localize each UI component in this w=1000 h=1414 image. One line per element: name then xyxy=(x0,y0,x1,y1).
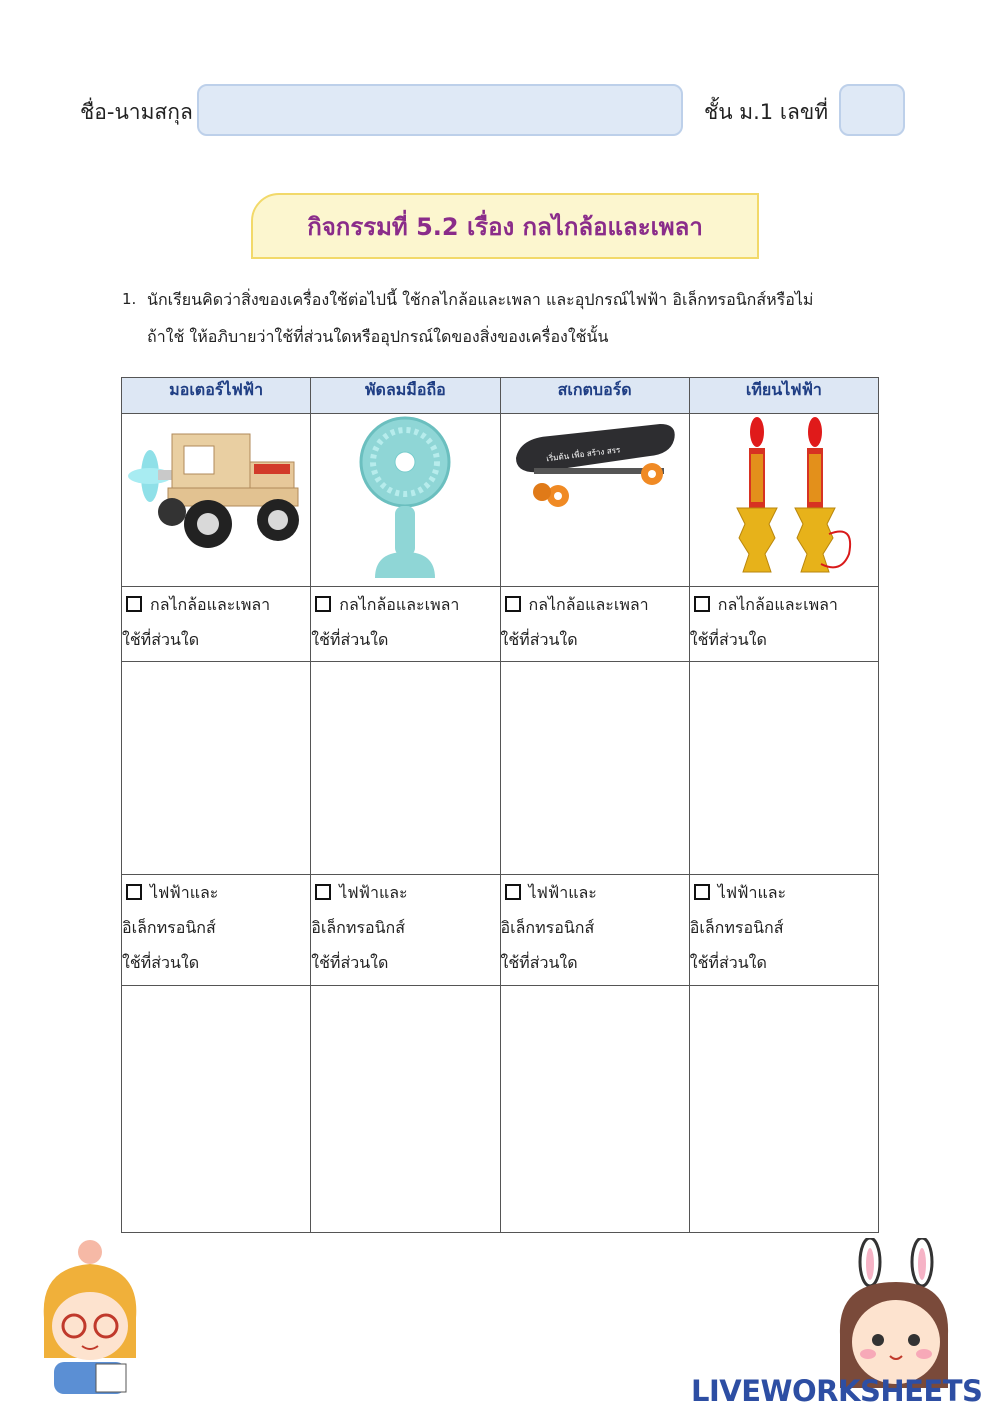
option-label: ไฟฟ้าและ xyxy=(717,883,787,902)
option-label: ไฟฟ้าและ xyxy=(150,883,219,902)
candle-electronics-answer[interactable] xyxy=(689,986,878,1233)
question-text-line1: นักเรียนคิดว่าสิ่งของเครื่องใช้ต่อไปนี้ ใช้กลไกล้อและเพลา และอุปกรณ์ไฟฟ้า อิเล็กทรอนิกส์หรือไม่ xyxy=(147,290,814,309)
option-sub: ใช้ที่ส่วนใด xyxy=(689,953,767,972)
student-number-input[interactable] xyxy=(839,84,905,136)
option-label: กลไกล้อและเพลา xyxy=(717,595,838,614)
name-label: ชื่อ-นามสกุล xyxy=(80,100,193,124)
activity-title: กิจกรรมที่ 5.2 เรื่อง กลไกล้อและเพลา xyxy=(307,212,703,241)
activity-title-box xyxy=(251,193,759,259)
activity-table xyxy=(121,377,879,1233)
motor-car-image xyxy=(122,414,311,587)
candle-wheel-axle-option xyxy=(689,587,878,662)
motor-electronics-answer[interactable] xyxy=(122,986,311,1233)
candle-electronics-checkbox[interactable] xyxy=(694,884,710,900)
skateboard-electronics-answer[interactable] xyxy=(500,986,689,1233)
option-sub: ใช้ที่ส่วนใด xyxy=(311,630,389,649)
fan-electronics-option xyxy=(311,875,500,986)
fan-wheel-axle-answer[interactable] xyxy=(311,662,500,875)
option-label-2: อิเล็กทรอนิกส์ xyxy=(311,918,405,937)
hand-fan-image xyxy=(311,414,500,587)
fan-electronics-answer[interactable] xyxy=(311,986,500,1233)
column-header-motor: มอเตอร์ไฟฟ้า xyxy=(122,378,311,414)
girl-with-glasses-illustration xyxy=(34,1238,146,1394)
option-label-2: อิเล็กทรอนิกส์ xyxy=(122,918,216,937)
motor-wheel-axle-option xyxy=(122,587,311,662)
option-label-2: อิเล็กทรอนิกส์ xyxy=(500,918,595,937)
option-label: ไฟฟ้าและ xyxy=(528,883,597,902)
class-number-label: ชั้น ม.1 เลขที่ xyxy=(704,100,829,124)
skateboard-wheel-axle-checkbox[interactable] xyxy=(505,596,521,612)
skateboard-electronics-checkbox[interactable] xyxy=(505,884,521,900)
skateboard-wheel-axle-answer[interactable] xyxy=(500,662,689,875)
motor-wheel-axle-checkbox[interactable] xyxy=(126,596,142,612)
option-label: กลไกล้อและเพลา xyxy=(339,595,460,614)
motor-wheel-axle-answer[interactable] xyxy=(122,662,311,875)
option-sub: ใช้ที่ส่วนใด xyxy=(122,953,200,972)
motor-electronics-option xyxy=(122,875,311,986)
skateboard-image xyxy=(500,414,689,587)
electric-candle-image xyxy=(689,414,878,587)
column-header-fan: พัดลมมือถือ xyxy=(311,378,500,414)
option-sub: ใช้ที่ส่วนใด xyxy=(122,630,200,649)
skateboard-electronics-option xyxy=(500,875,689,986)
option-label-2: อิเล็กทรอนิกส์ xyxy=(689,918,784,937)
option-label: ไฟฟ้าและ xyxy=(339,883,408,902)
fan-electronics-checkbox[interactable] xyxy=(315,884,331,900)
skateboard-deck-text: เริ่มต้น เพื่อ สร้าง สรร xyxy=(545,445,621,464)
option-sub: ใช้ที่ส่วนใด xyxy=(689,630,767,649)
candle-electronics-option xyxy=(689,875,878,986)
question-text-line2: ถ้าใช้ ให้อภิบายว่าใช้ที่ส่วนใดหรืออุปกรณ์ใดของสิ่งของเครื่องใช้นั้น xyxy=(147,327,609,346)
fan-wheel-axle-option xyxy=(311,587,500,662)
column-header-skateboard: สเกตบอร์ด xyxy=(500,378,689,414)
option-sub: ใช้ที่ส่วนใด xyxy=(500,630,578,649)
fan-wheel-axle-checkbox[interactable] xyxy=(315,596,331,612)
option-sub: ใช้ที่ส่วนใด xyxy=(311,953,389,972)
liveworksheets-logo: LIVEWORKSHEETS xyxy=(691,1374,983,1408)
motor-electronics-checkbox[interactable] xyxy=(126,884,142,900)
option-label: กลไกล้อและเพลา xyxy=(528,595,649,614)
option-label: กลไกล้อและเพลา xyxy=(150,595,271,614)
column-header-candle: เทียนไฟฟ้า xyxy=(689,378,878,414)
question-number: 1. xyxy=(122,290,137,308)
candle-wheel-axle-checkbox[interactable] xyxy=(694,596,710,612)
name-input[interactable] xyxy=(197,84,683,136)
candle-wheel-axle-answer[interactable] xyxy=(689,662,878,875)
skateboard-wheel-axle-option xyxy=(500,587,689,662)
option-sub: ใช้ที่ส่วนใด xyxy=(500,953,578,972)
